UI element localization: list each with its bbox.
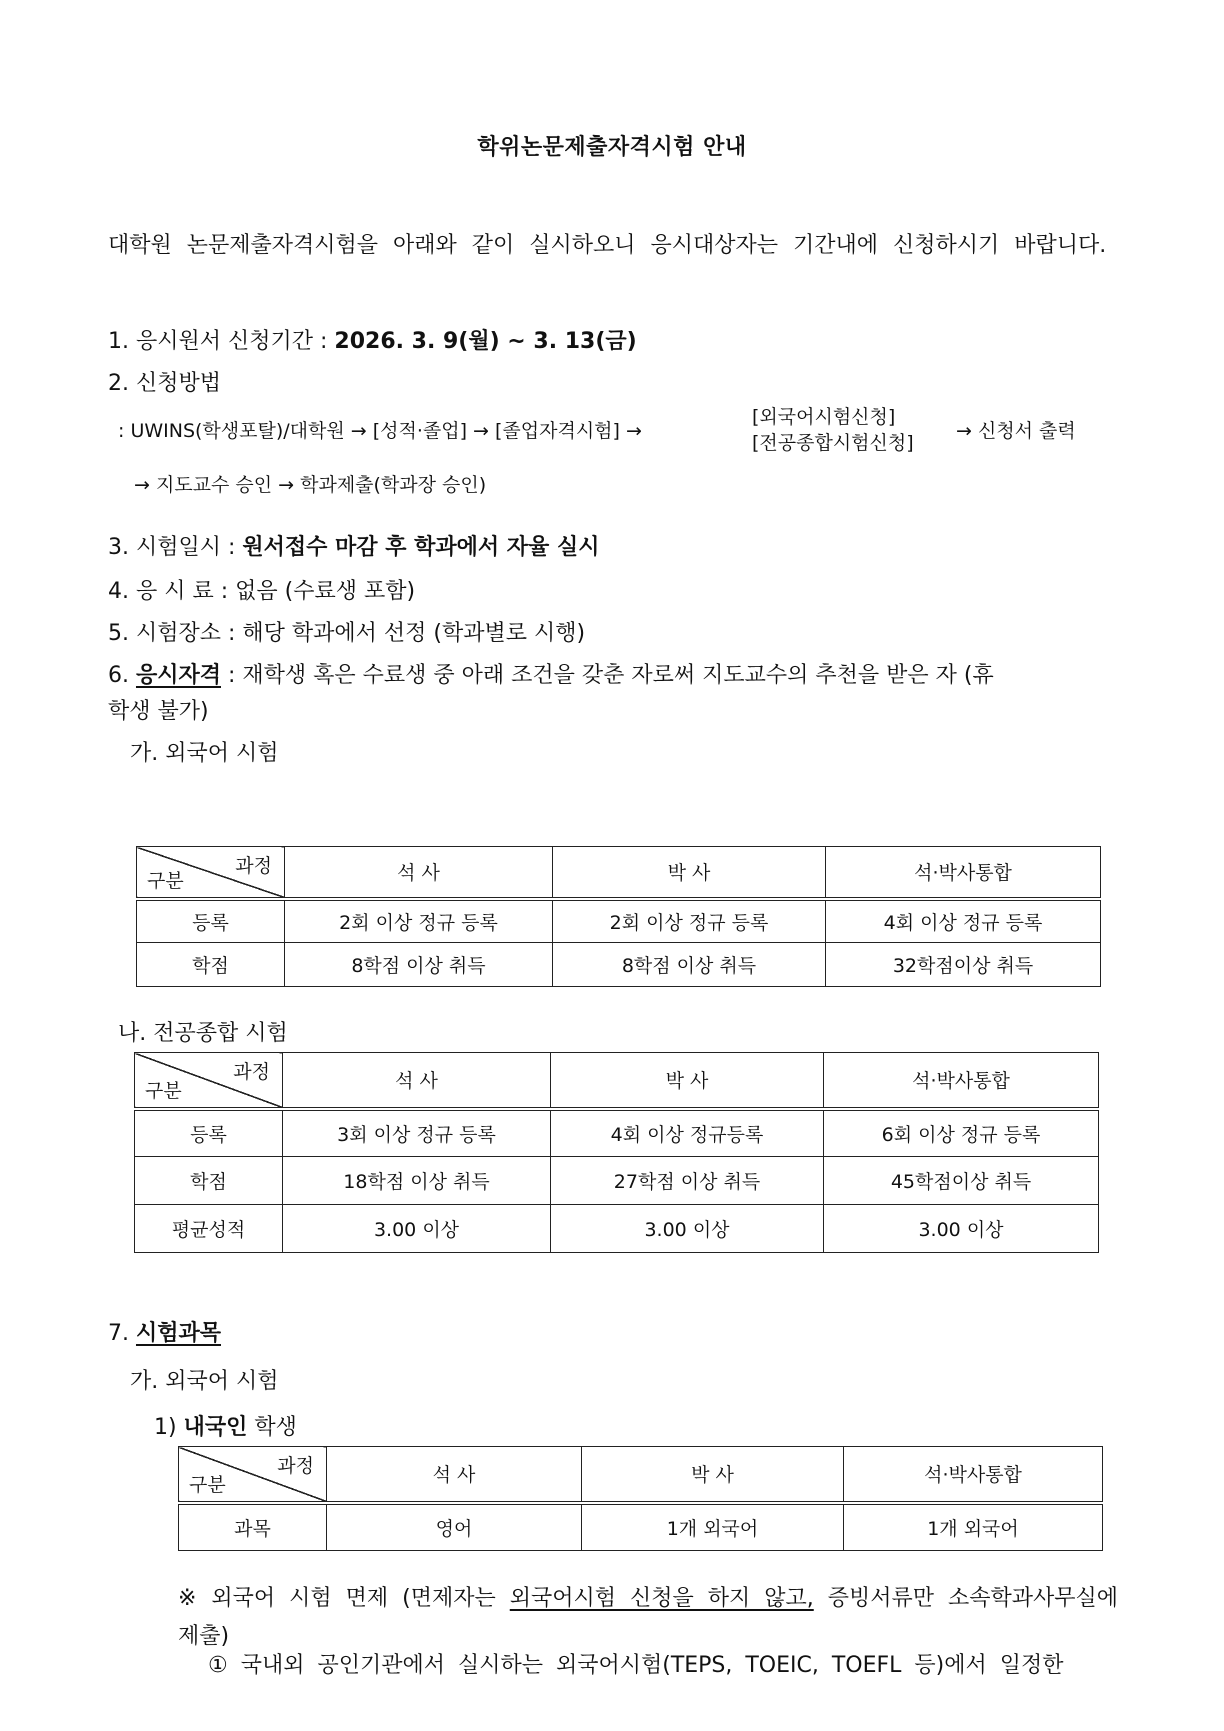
item-7-num: 7. (108, 1321, 136, 1346)
row-label: 등록 (137, 899, 285, 943)
cell-integrated: 6회 이상 정규 등록 (824, 1109, 1099, 1157)
table-foreign-language (136, 846, 1101, 987)
cell-integrated: 4회 이상 정규 등록 (826, 899, 1101, 943)
item-7-label: 시험과목 (135, 1321, 221, 1346)
subsection-major-comprehensive: 나. 전공종합 시험 (118, 1021, 288, 1046)
item-6-text-2: 학생 불가) (108, 699, 209, 724)
cell-master: 2회 이상 정규 등록 (285, 899, 553, 943)
item-2-line-2: → 지도교수 승인 → 학과제출(학과장 승인) (134, 474, 487, 496)
page-title: 학위논문제출자격시험 안내 (477, 135, 747, 160)
header-master: 석 사 (285, 847, 553, 899)
item-3 (108, 530, 599, 561)
cell-doctor: 8학점 이상 취득 (553, 943, 826, 987)
cell-doctor: 3.00 이상 (551, 1205, 824, 1253)
item-6-text: : 재학생 혹은 수료생 중 아래 조건을 갖춘 자로써 지도교수의 추천을 받은 자 (휴 (221, 663, 994, 688)
header-course: 과정 (277, 1455, 314, 1477)
header-integrated: 석·박사통합 (824, 1053, 1099, 1109)
header-integrated: 석·박사통합 (844, 1447, 1103, 1503)
item-1-label: 1. 응시원서 신청기간 : (108, 329, 335, 354)
table-row (135, 1109, 1099, 1157)
cell-doctor: 27학점 이상 취득 (551, 1157, 824, 1205)
header-doctor: 박 사 (582, 1447, 844, 1503)
header-integrated: 석·박사통합 (826, 847, 1101, 899)
item-6-num: 6. (108, 663, 136, 688)
cell-doctor: 2회 이상 정규 등록 (553, 899, 826, 943)
cell-master: 8학점 이상 취득 (285, 943, 553, 987)
cell-master: 18학점 이상 취득 (283, 1157, 551, 1205)
note-underlined: 외국어시험 신청을 하지 않고, (509, 1586, 814, 1611)
item-6-label: 응시자격 (135, 663, 221, 688)
table-row (135, 1205, 1099, 1253)
cell-integrated: 1개 외국어 (844, 1503, 1103, 1551)
row-label: 학점 (135, 1157, 283, 1205)
sub-rest: 학생 (247, 1415, 297, 1440)
header-master: 석 사 (327, 1447, 582, 1503)
note-suffix: 증빙서류만 소속학과사무실에 제출) (178, 1586, 1119, 1649)
header-category: 구분 (189, 1473, 226, 1496)
item-1-value: 2026. 3. 9(월) ~ 3. 13(금) (334, 329, 637, 354)
row-label: 등록 (135, 1109, 283, 1157)
subsection-foreign-language: 가. 외국어 시험 (130, 741, 279, 766)
cell-master: 3.00 이상 (283, 1205, 551, 1253)
exemption-item-1: ① 국내외 공인기관에서 실시하는 외국어시험(TEPS, TOEIC, TOEFL 등)에서 일정한 (208, 1653, 1064, 1678)
cell-master: 3회 이상 정규 등록 (283, 1109, 551, 1157)
item-1 (108, 324, 637, 355)
header-category: 구분 (145, 1079, 182, 1102)
header-course: 과정 (235, 855, 272, 877)
header-course: 과정 (233, 1061, 270, 1083)
row-label: 과목 (179, 1503, 327, 1551)
item-2-path: : UWINS(학생포탈)/대학원 → [성적·졸업] → [졸업자격시험] → (118, 420, 642, 442)
table-1-diagonal-header (137, 847, 285, 899)
item-4: 4. 응 시 료 : 없음 (수료생 포함) (108, 579, 416, 604)
table-row (179, 1503, 1103, 1551)
item-6 (108, 658, 1118, 689)
cell-integrated: 32학점이상 취득 (826, 943, 1101, 987)
table-row (135, 1157, 1099, 1205)
sub-num: 1) (154, 1415, 184, 1440)
header-doctor: 박 사 (553, 847, 826, 899)
subsection-7-foreign-language: 가. 외국어 시험 (130, 1369, 279, 1394)
cell-doctor: 1개 외국어 (582, 1503, 844, 1551)
item-2-after: → 신청서 출력 (956, 420, 1076, 442)
subsection-7-domestic (154, 1410, 297, 1441)
note-prefix: ※ 외국어 시험 면제 (면제자는 (178, 1586, 510, 1611)
item-5: 5. 시험장소 : 해당 학과에서 선정 (학과별로 시행) (108, 621, 586, 646)
table-row (137, 899, 1101, 943)
header-category: 구분 (147, 869, 184, 892)
exemption-note (178, 1580, 1118, 1656)
header-master: 석 사 (283, 1053, 551, 1109)
cell-doctor: 4회 이상 정규등록 (551, 1109, 824, 1157)
row-label: 학점 (137, 943, 285, 987)
table-row (137, 943, 1101, 987)
item-2-option-2: [전공종합시험신청] (752, 432, 914, 454)
table-3-diagonal-header (179, 1447, 327, 1503)
table-exam-subjects (178, 1446, 1103, 1551)
intro-paragraph: 대학원 논문제출자격시험을 아래와 같이 실시하오니 응시대상자는 기간내에 신청하시기 바랍니다. (108, 233, 1107, 258)
item-2-label: 2. 신청방법 (108, 371, 221, 396)
cell-integrated: 3.00 이상 (824, 1205, 1099, 1253)
table-major-comprehensive (134, 1052, 1099, 1253)
item-3-label: 3. 시험일시 : (108, 535, 243, 560)
item-2-option-1: [외국어시험신청] (752, 406, 896, 428)
item-3-value: 원서접수 마감 후 학과에서 자율 실시 (242, 535, 600, 560)
item-7 (108, 1316, 221, 1347)
cell-integrated: 45학점이상 취득 (824, 1157, 1099, 1205)
header-doctor: 박 사 (551, 1053, 824, 1109)
cell-master: 영어 (327, 1503, 582, 1551)
row-label: 평균성적 (135, 1205, 283, 1253)
table-2-diagonal-header (135, 1053, 283, 1109)
sub-label: 내국인 (183, 1415, 248, 1440)
